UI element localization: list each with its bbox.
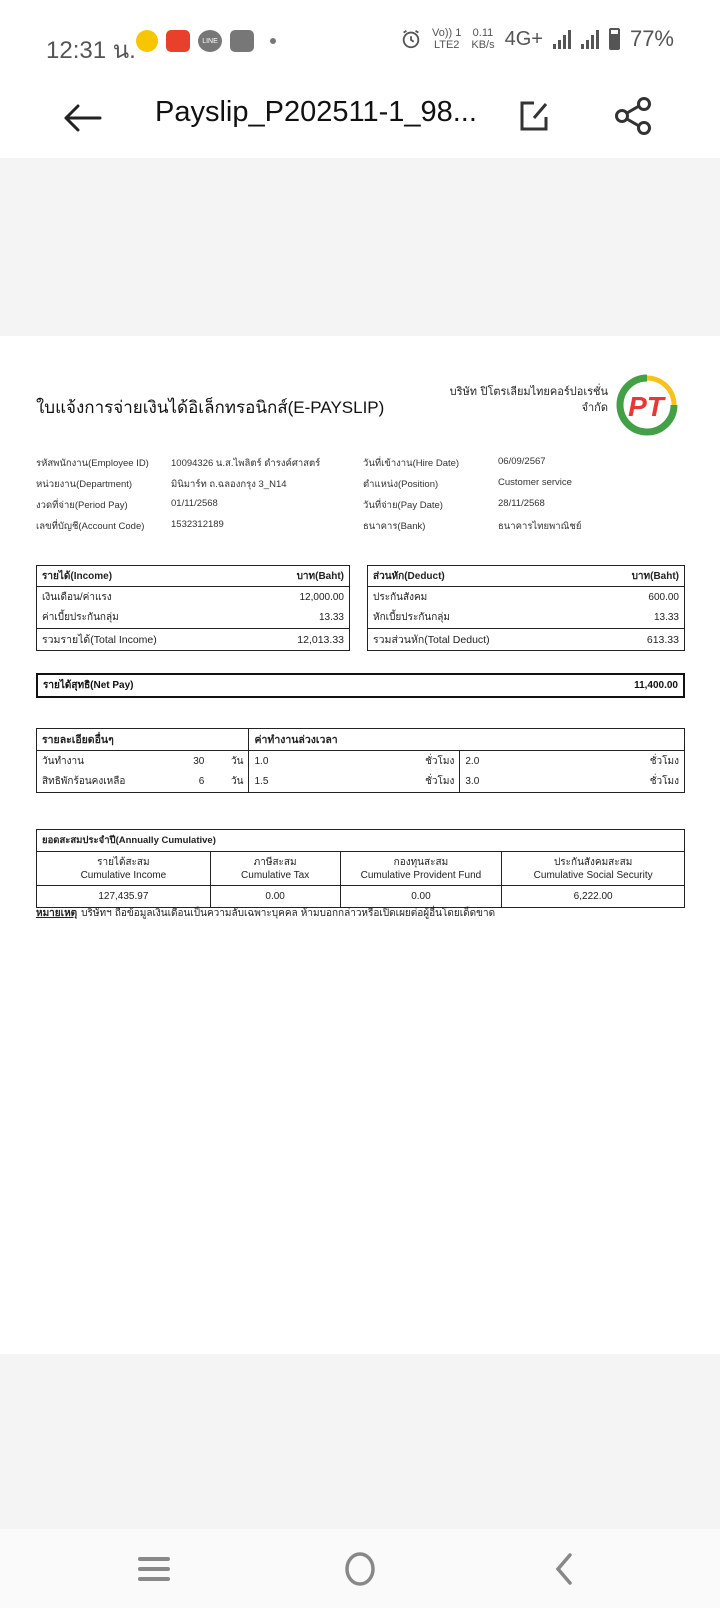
other-details-table (36, 728, 685, 793)
battery-icon (609, 28, 620, 50)
total-row: รวมส่วนหัก(Total Deduct) 613.33 (368, 629, 685, 651)
battery-percent: 77% (629, 26, 674, 51)
home-button[interactable] (336, 1545, 384, 1593)
wallet-icon (166, 30, 190, 52)
share-icon (614, 96, 654, 136)
system-nav-bar (0, 1529, 720, 1608)
signal-icon (553, 29, 571, 49)
chevron-left-icon (552, 1551, 576, 1587)
table-row: 127,435.97 0.00 0.00 6,222.00 (37, 886, 685, 908)
edit-icon (518, 100, 550, 132)
file-title: Payslip_P202511-1_98... (155, 96, 477, 128)
pt-logo-icon (616, 374, 678, 436)
table-row: ประกันสังคม 600.00 (373, 591, 679, 603)
table-row: วันทำงาน 30 วัน 1.0 ชั่วโมง 2.0 ชั่วโมง (37, 751, 685, 772)
logo-text: PT (628, 391, 664, 422)
table-row: หักเบี้ยประกันกลุ่ม 13.33 (373, 612, 679, 624)
status-time: 12:31 น. (46, 37, 136, 64)
recents-button[interactable] (130, 1545, 178, 1593)
viewer-margin-bottom (0, 1354, 720, 1529)
back-nav-button[interactable] (540, 1545, 588, 1593)
table-header: ส่วนหัก(Deduct) บาท(Baht) (368, 566, 685, 587)
table-row: สิทธิพักร้อนคงเหลือ 6 วัน 1.5 ชั่วโมง 3.0 ชั่วโมง (37, 772, 685, 793)
info-row: เลขที่บัญชี(Account Code) 1532312189 (36, 519, 224, 532)
table-caption: ยอดสะสมประจำปี(Annually Cumulative) (37, 830, 685, 852)
notification-icons (136, 30, 276, 52)
arrow-left-icon (62, 103, 102, 133)
total-row: รวมรายได้(Total Income) 12,013.33 (37, 629, 350, 651)
info-row: ตำแหน่ง(Position) Customer service (363, 477, 572, 490)
payslip-document (0, 336, 720, 1354)
edit-button[interactable] (510, 92, 558, 140)
lazada-icon (230, 30, 254, 52)
app-bar (0, 80, 720, 158)
deduct-table (367, 565, 685, 651)
net-pay-amount: 11,400.00 (634, 680, 678, 691)
table-header: รายละเอียดอื่นๆ ค่าทำงานล่วงเวลา (37, 729, 685, 751)
network-type: 4G+ (504, 27, 543, 50)
status-bar (0, 0, 720, 80)
krungsri-icon (136, 30, 158, 52)
cumulative-table (36, 829, 685, 908)
status-right (400, 26, 674, 52)
net-pay-label: รายได้สุทธิ(Net Pay) (43, 680, 134, 691)
income-table (36, 565, 350, 651)
company-name: บริษัท ปิโตรเลียมไทยคอร์ปอเรชั่น จำกัด (449, 385, 608, 414)
employee-info-left (36, 456, 320, 540)
more-notifications-dot (270, 38, 276, 44)
info-row: วันที่จ่าย(Pay Date) 28/11/2568 (363, 498, 545, 511)
info-row: งวดที่จ่าย(Period Pay) 01/11/2568 (36, 498, 218, 511)
info-row: วันที่เข้างาน(Hire Date) 06/09/2567 (363, 456, 546, 469)
note-text: บริษัทฯ ถือข้อมูลเงินเดือนเป็นความลับเฉพาะบุคคล ห้ามบอกกล่าวหรือเปิดเผยต่อผู้อื่นโดยเด็ดขาด (81, 908, 496, 919)
network-speed: 0.11 KB/s (471, 27, 495, 51)
recents-icon (136, 1553, 172, 1585)
line-icon: LINE (198, 30, 222, 52)
table-row: เงินเดือน/ค่าแรง 12,000.00 (42, 591, 344, 603)
volte-indicator: Vo)) 1 LTE2 (432, 27, 462, 51)
info-row: หน่วยงาน(Department) มินิมาร์ท ถ.ฉลองกรุง 3_N14 (36, 479, 287, 490)
back-button[interactable] (58, 94, 106, 142)
table-row: ค่าเบี้ยประกันกลุ่ม 13.33 (42, 612, 344, 624)
share-button[interactable] (610, 92, 658, 140)
net-pay-box (36, 673, 685, 698)
viewer-margin-top (0, 158, 720, 336)
employee-info-right (363, 456, 581, 540)
info-row: รหัสพนักงาน(Employee ID) 10094326 น.ส.ไพลิตร์ ดำรงค์ศาสตร์ (36, 458, 321, 469)
info-row: ธนาคาร(Bank) ธนาคารไทยพาณิชย์ (363, 521, 582, 532)
table-header: รายได้สะสม Cumulative Income ภาษีสะสม Cumulative Tax กองทุนสะสม Cumulative Provident Fund ประกันสังคมสะสม Cumulative Social Security (37, 852, 685, 886)
note (36, 906, 495, 921)
home-icon (343, 1551, 377, 1587)
note-label: หมายเหตุ (36, 908, 78, 919)
doc-title: ใบแจ้งการจ่ายเงินได้อิเล็กทรอนิกส์(E-PAYSLIP) (36, 398, 385, 417)
table-header: รายได้(Income) บาท(Baht) (37, 566, 350, 587)
alarm-icon (400, 28, 422, 50)
signal-icon-2 (581, 29, 599, 49)
